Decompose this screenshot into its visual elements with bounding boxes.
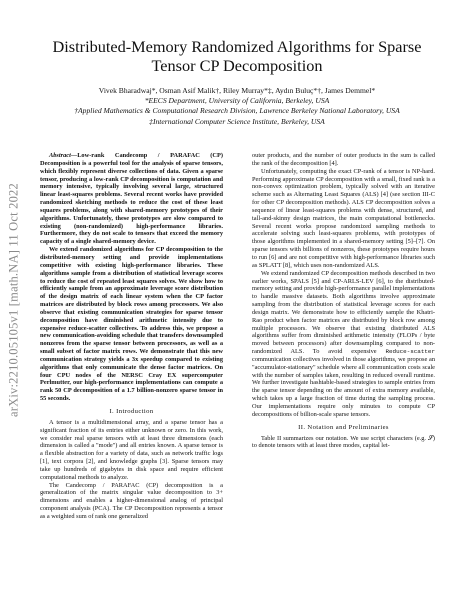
abstract-paragraph-1 bbox=[40, 152, 223, 246]
section-heading-notation: II. Notation and Preliminaries bbox=[298, 423, 389, 431]
author-block bbox=[40, 86, 434, 127]
left-column bbox=[40, 152, 223, 521]
intro-paragraph-2-continued: outer products, and the number of outer products in the sum is called the rank of the decomposition [4]. bbox=[252, 152, 435, 167]
intro-paragraph-3: Unfortunately, computing the exact CP-rank of a tensor is NP-hard. Performing approximate CP decomposition with a small, fixed rank is a non-convex optimization problem, typically solved with an iterative scheme such as Alternating Least Squares (ALS) [4] (see section III-C for other CP decomposition methods). ALS CP decomposition solves a sequence of linear least-squares problems with dense, structured, and tall-and-skinny design matrices, the main computational bottlenecks. Several recent works propose randomized sampling methods to accelerate solving such least-squares problems, with prototypes of those algorithms implemented in a shared-memory setting [5]–[7]. On sparse tensors with billions of nonzeros, these prototypes require hours to run [6] and are not competitive with high-performance libraries such as SPLATT [8], which uses non-randomized ALS. bbox=[252, 167, 435, 269]
affiliation-icsi: ‡International Computer Science Institute, Berkeley, USA bbox=[149, 116, 325, 126]
intro-paragraph-2: The Candecomp / PARAFAC (CP) decomposition is a generalization of the matrix singular value decomposition to 3+ dimensions and enables a higher-dimensional analog of principal component analysis (PCA). The CP Decomposition represents a tensor as a weighted sum of rank one generalized bbox=[40, 481, 223, 520]
affiliation-lbnl: †Applied Mathematics & Computational Research Division, Lawrence Berkeley National Laboratory, USA bbox=[74, 106, 400, 116]
intro-paragraph-4 bbox=[252, 270, 435, 419]
paper-title: Distributed-Memory Randomized Algorithms for Sparse Tensor CP Decomposition bbox=[52, 37, 422, 75]
reduce-scatter-code: Reduce-scatter bbox=[385, 348, 435, 356]
intro-paragraph-4-text: We extend randomized CP decomposition methods described in two earlier works, SPALS [5] and CP-ARLS-LEV [6], to the distributed-memory setting and provide high-performance parallel implementations to handle massive datasets. Both algorithms involve approximate sampling from the distribution of statistical leverage scores for each design matrix. We demonstrate how to efficiently sample the Khatri-Rao product when factor matrices are distributed by block row among multiple processors. We observe that existing distributed ALS algorithms suffer from diminished arithmetic intensity (FLOPs / byte moved between processors) after downsampling compared to non-randomized ALS. To avoid expensive bbox=[252, 269, 435, 356]
abstract-paragraph-2: We extend randomized algorithms for CP decomposition to the distributed-memory setting and provide implementations competitive with existing high-performance libraries. These algorithms sample from a distribution of statistical leverage scores to reduce the cost of repeated least squares solves. We show how to efficiently sample from an approximate leverage score distribution of the design matrix of each linear system when the CP factor matrices are distributed by block rows among processors. We also observe that existing communication strategies for sparse tensor decomposition have diminished arithmetic intensity due to expensive reduce-scatter collectives. To address this, we propose a new communication-avoiding schedule that transfers downsampled nonzeros from the sparse tensor between processors, as well as a small subset of factor matrix rows. We demonstrate that this new communication strategy yields a 3x speedup compared to existing algorithms that only communicate the dense factor matrices. On four CPU nodes of the NERSC Cray EX supercomputer Perlmutter, our high-performance implementations can compute a rank 50 CP decomposition of a 1.7 billion-nonzero sparse tensor in 55 seconds. bbox=[40, 246, 223, 403]
right-column bbox=[252, 152, 435, 450]
abstract-text: —Low-rank Candecomp / PARAFAC (CP) Decomposition is a powerful tool for the analysis of sparse tensors, which flexibly represent diverse collections of data. Given a sparse tensor, producing a low-rank CP decomposition is computation and memory intensive, typically involving several large, structured linear least-squares problems. Several recent works have provided randomized sketching methods to reduce the cost of these least squares problems, along with shared-memory prototypes of their algorithms. Unfortunately, these prototypes are slow compared to existing (non-randomized) high-performance libraries. Furthermore, they do not scale to tensors that exceed the memory capacity of a single shared-memory device. bbox=[40, 152, 223, 246]
section-heading-introduction: I. Introduction bbox=[109, 408, 154, 415]
affiliation-eecs: *EECS Department, University of California, Berkeley, USA bbox=[144, 96, 330, 106]
intro-paragraph-4-rest: communication collectives involved in those algorithms, we propose an "accumulator-stationary" schedule where all communication costs scale with the number of samples taken, resulting in reduced overall runtime. We further investigate hashtable-based strategies to sample entries from the sparse tensor depending on the amount of extra memory available, which takes up a large fraction of time during the sampling process. Our implementations require only minutes to compute CP decompositions of billion-scale sparse tensors. bbox=[252, 355, 435, 418]
arxiv-stamp-text: arXiv:2210.05105v1 [math.NA] 11 Oct 2022 bbox=[6, 183, 21, 417]
abstract-lead: Abstract bbox=[49, 152, 71, 159]
arxiv-identifier-stamp bbox=[2, 150, 26, 450]
intro-paragraph-1: A tensor is a multidimensional array, and a sparse tensor has a significant fraction of its entries either unknown or zero. In this work, we consider real sparse tensors with at least three dimensions (each dimension is called a "mode") and all entries known. A sparse tensor is a flexible abstraction for a variety of data, such as network traffic logs [1], text corpora [2], and knowledge graphs [3]. Sparse tensors may take up hundreds of gigabytes in disk space and require efficient computational methods to analyze. bbox=[40, 418, 223, 481]
author-names: Vivek Bharadwaj*, Osman Asif Malik†, Riley Murray*‡, Aydın Buluç*†, James Demmel* bbox=[98, 86, 376, 95]
notation-paragraph-1: Table II summarizes our notation. We use script characters (e.g. 𝒮) to denote tensors with at least three modes, capital let- bbox=[252, 434, 435, 450]
